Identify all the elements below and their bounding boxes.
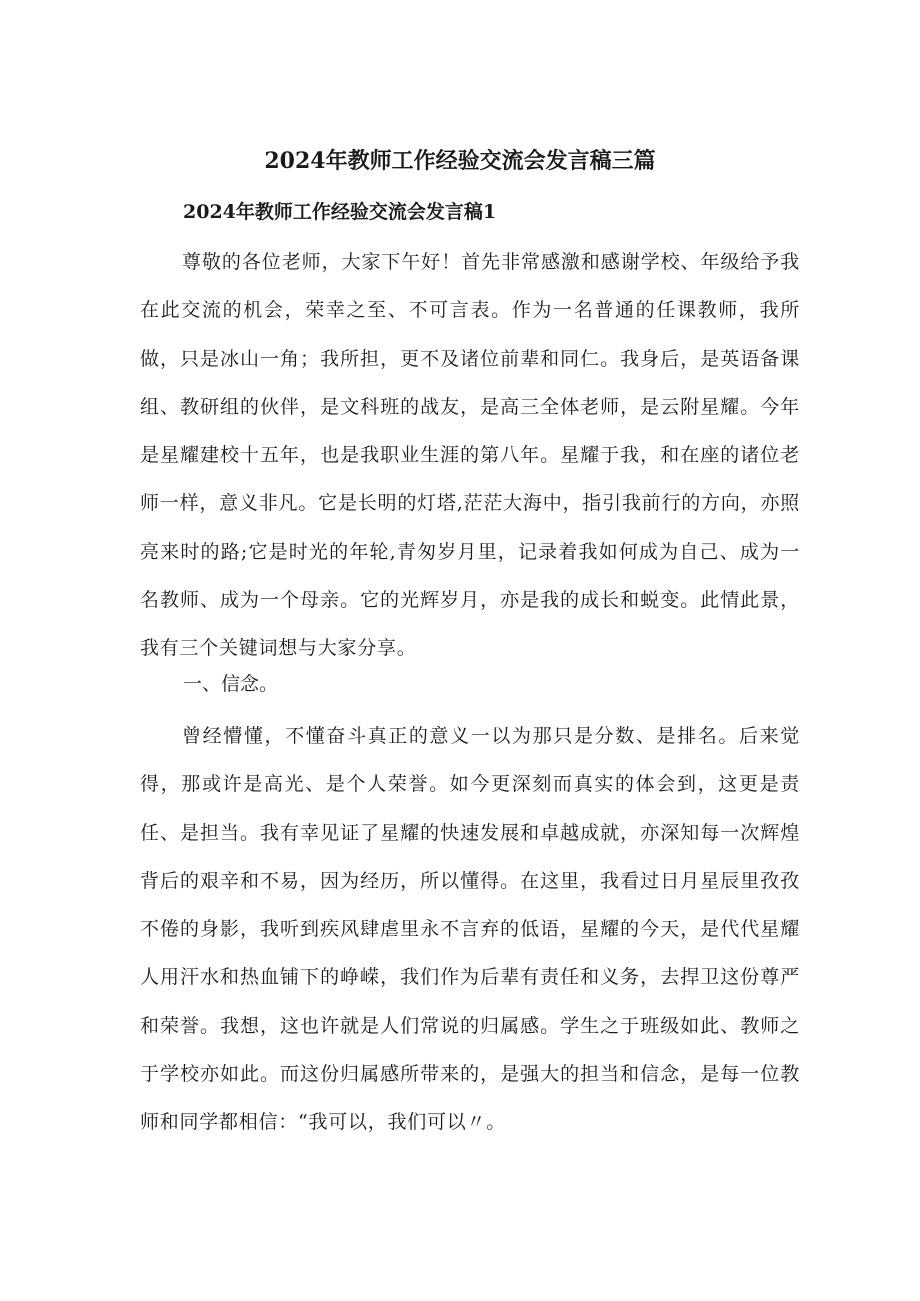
document-title: 2024年教师工作经验交流会发言稿三篇 — [264, 148, 656, 174]
section-heading-belief: 一、信念。 — [183, 673, 279, 695]
section-subtitle: 2024年教师工作经验交流会发言稿1 — [183, 201, 497, 223]
body-paragraph-1: 尊敬的各位老师，大家下午好！首先非常感激和感谢学校、年级给予我在此交流的机会，荣幸之至、不可言表。作为一名普通的任课教师，我所做，只是冰山一角；我所担，更不及诸位前辈和同仁。我身后，是英语备课组、教研组的伙伴，是文科班的战友，是高三全体老师，是云附星耀。今年是星耀建校十五年，也是我职业生涯的第八年。星耀于我，和在座的诸位老师一样，意义非凡。它是长明的灯塔,茫茫大海中，指引我前行的方向，亦照亮来时的路;它是时光的年轮,青匆岁月里，记录着我如何成为自己、成为一名教师、成为一个母亲。它的光辉岁月，亦是我的成长和蜕变。此情此景，我有三个关键词想与大家分享。 — [140, 251, 800, 660]
body-paragraph-2: 曾经懵懂，不懂奋斗真正的意义一以为那只是分数、是排名。后来觉得，那或许是高光、是个人荣誉。如今更深刻而真实的体会到，这更是责任、是担当。我有幸见证了星耀的快速发展和卓越成就，亦深知每一次辉煌背后的艰辛和不易，因为经历，所以懂得。在这里，我看过日月星辰里孜孜不倦的身影，我听到疾风肆虐里永不言弃的低语，星耀的今天，是代代星耀人用汗水和热血铺下的峥嵘，我们作为后辈有责任和义务，去捍卫这份尊严和荣誉。我想，这也许就是人们常说的归属感。学生之于班级如此、教师之于学校亦如此。而这份归属感所带来的，是强大的担当和信念，是每一位教师和同学都相信：“我可以，我们可以〃。 — [140, 725, 800, 1134]
